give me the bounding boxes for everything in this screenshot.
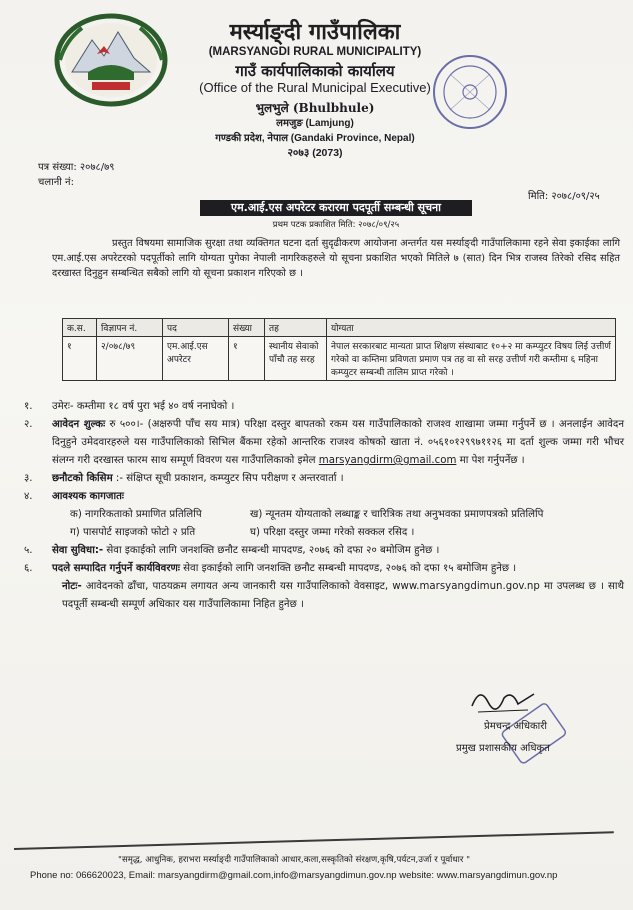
note-text: आवेदनको ढाँचा, पाठयक्रम लगायत अन्य जानकारी यस गाउँपालिकाको वेवसाइट, www.marsyangdimun.gov.np मा उपलब्ध छ । साथै पदपूर्ती सम्बन्धी सम्पूर्ण अधिकार यस गाउँपालिकामा निहित हुनेछ । <box>62 581 624 610</box>
docs-row <box>24 524 624 542</box>
list-item <box>24 560 624 578</box>
item-number: ४. <box>24 491 33 502</box>
list-item <box>24 470 624 488</box>
col-qualification: योग्यता <box>327 319 616 337</box>
office-name-np: गाउँ कार्यपालिकाको कार्यालय <box>235 62 395 80</box>
footer-slogan: "समृद्ध, आधुनिक, हराभरा मर्स्याङ्दी गाउँपालिकाको आधार,कला,सस्कृतिको संरक्षण,कृषि,पर्यटन,उर्जा र पूर्वाधार " <box>118 855 471 865</box>
footer-divider <box>14 831 614 849</box>
signatory-title: प्रमुख प्रशासकीय अधिकृत <box>456 743 550 754</box>
dispatch-number: चलानी नं: <box>38 177 74 188</box>
notice-subtitle: प्रथम पटक प्रकाशित मिति: २०७८/०९/२५ <box>272 220 400 230</box>
doc-qualification: ख) न्यूनतम योग्यताको लब्धाङ्क र चारित्रिक तथा अनुभवका प्रमाणपत्रको प्रतिलिपि <box>250 509 544 520</box>
province-name: गण्डकी प्रदेश, नेपाल (Gandaki Province, Nepal) <box>215 133 415 144</box>
job-description <box>52 560 624 578</box>
item-label: छनौटको किसिम <box>52 473 113 484</box>
cell-qualification: नेपाल सरकारबाट मान्यता प्राप्त शिक्षण संस्थाबाट १०+२ मा कम्प्युटर विषय लिई उत्तीर्ण गरेको वा कम्तिमा प्रविणता प्रमाण पत्र तह वा सो सरह उत्तीर्ण गरी कम्तीमा ६ महिना कम्प्युटर सम्बन्धी तालिम प्राप्त गरेको । <box>327 337 616 381</box>
selection-method <box>52 470 624 488</box>
municipality-name-en: (MARSYANGDI RURAL MUNICIPALITY) <box>208 46 422 58</box>
doc-photo: ग) पासपोर्ट साइजको फोटो २ प्रति <box>70 527 196 538</box>
district-name: लमजुङ (Lamjung) <box>276 118 354 129</box>
table-row <box>63 337 616 381</box>
letter-reference: पत्र संख्या: २०७८/७९ <box>38 162 115 173</box>
letter-date: मिति: २०७८/०९/२५ <box>528 191 600 202</box>
item-label: सेवा सुविधा:- <box>52 545 104 556</box>
age-requirement: उमेरः- कम्तीमा १८ वर्ष पुरा भई ४० वर्ष ननाघेको । <box>52 401 235 412</box>
service-benefits <box>52 542 624 560</box>
selection-text: :- संक्षिप्त सूची प्रकाशन, कम्प्युटर सिप परीक्षण र अन्तरवार्ता । <box>115 473 344 484</box>
col-post: पद <box>163 319 229 337</box>
item-number: ५. <box>24 545 33 556</box>
established-year: २०७३ (2073) <box>287 147 343 159</box>
col-adno: विज्ञापन नं. <box>97 319 163 337</box>
conditions-list <box>24 398 624 614</box>
doc-citizenship: क) नागरिकताको प्रमाणित प्रतिलिपि <box>70 509 202 520</box>
vacancy-table <box>62 318 616 381</box>
benefits-text: सेवा इकाईको लागि जनशक्ति छनौट सम्बन्धी मापदण्ड, २०७६ को दफा २० बमोजिम हुनेछ । <box>106 545 440 556</box>
item-label: पदले सम्पादित गर्नुपर्ने कार्यविवरणः <box>52 563 180 574</box>
note-label: नोटः- <box>62 581 82 592</box>
officer-stamp-icon <box>500 700 570 770</box>
list-item <box>24 398 624 416</box>
notice-title: एम.आई.एस अपरेटर करारमा पदपूर्ती सम्बन्धी सूचना <box>200 200 472 216</box>
office-name-en: (Office of the Rural Municipal Executive) <box>199 80 431 95</box>
cell-sn: १ <box>63 337 97 381</box>
item-number: १. <box>24 401 33 412</box>
email-link[interactable]: marsyangdirm@gmail.com <box>318 455 457 466</box>
col-level: तह <box>265 319 327 337</box>
signatory-name: प्रेमचन्द्र अधिकारी <box>484 721 547 732</box>
cell-count: १ <box>229 337 265 381</box>
footer-contact: Phone no: 066620023, Email: marsyangdirm@gmail.com,info@marsyangdimun.gov.np website: www.marsyangdimun.gov.np <box>30 870 558 881</box>
place-name: भुलभुले (Bhulbhule) <box>255 101 375 115</box>
item-number: ३. <box>24 473 33 484</box>
col-count: संख्या <box>229 319 265 337</box>
notice-intro: प्रस्तुत विषयमा सामाजिक सुरक्षा तथा व्यक्तिगत घटना दर्ता सुदृढीकरण आयोजना अन्तर्गत यस मर्स्याङ्दी गाउँपालिकामा रहने सेवा इकाईका लागि एम.आई.एस अपरेटरको पदपूर्तीको लागि योग्यता पुगेका नेपाली नागरिकहरुले यो सूचना प्रकाशित भएको मितिले ७ (सात) दिन भित्र राजस्व तिरेको रसिद सहित दरखास्त दिनुहुन सम्बन्धित सबैको लागि यो सूचना प्रकाशन गरिएको छ । <box>52 238 620 279</box>
note <box>24 578 624 614</box>
item-number: ६. <box>24 563 33 574</box>
fee-text: रु ५००।- (अक्षरुपी पाँच सय मात्र) परिक्षा दस्तुर बापतको रकम यस गाउँपालिकाको राजश्व शाखामा जम्मा गर्नुपर्ने छ । अनलाईन आवेदन दिनुहुने उमेदवारहरुले यस गाउँपालिकाको सिभिल बैंकमा रहेको आन्तरिक राजश्व कोषको खाता नं. ०५६१०१२९९७११२६ मा दर्ता शुल्क जम्मा गरी भौचर संलग्न गरी दरखास्त फारम साथ सम्पूर्ण विवरण यस गाउँपालिकाको इमेल <box>52 419 624 466</box>
doc-receipt: घ) परिक्षा दस्तुर जम्मा गरेको सक्कल रसिद । <box>250 527 415 538</box>
cell-adno: २/०७८/७९ <box>97 337 163 381</box>
table-header-row <box>63 319 616 337</box>
list-item <box>24 488 624 506</box>
item-label: आवेदन शुल्कः <box>52 419 106 430</box>
col-sn: क.स. <box>63 319 97 337</box>
cell-post: एम.आई.एस अपरेटर <box>163 337 229 381</box>
required-docs-label: आवश्यक कागजातः <box>52 491 124 502</box>
job-text: सेवा इकाईको लागि जनशक्ति छनौट सम्बन्धी मापदण्ड, २०७६ को दफा १५ बमोजिम हुनेछ । <box>183 563 517 574</box>
cell-level: स्थानीय सेवाको पाँचौ तह सरह <box>265 337 327 381</box>
application-fee <box>52 416 624 470</box>
list-item <box>24 542 624 560</box>
docs-row <box>24 506 624 524</box>
municipality-name-np: मर्स्याङ्दी गाउँपालिका <box>229 19 401 45</box>
list-item <box>24 416 624 470</box>
item-number: २. <box>24 419 33 430</box>
fee-text-end: मा पेश गर्नुपर्नेछ । <box>459 455 525 466</box>
